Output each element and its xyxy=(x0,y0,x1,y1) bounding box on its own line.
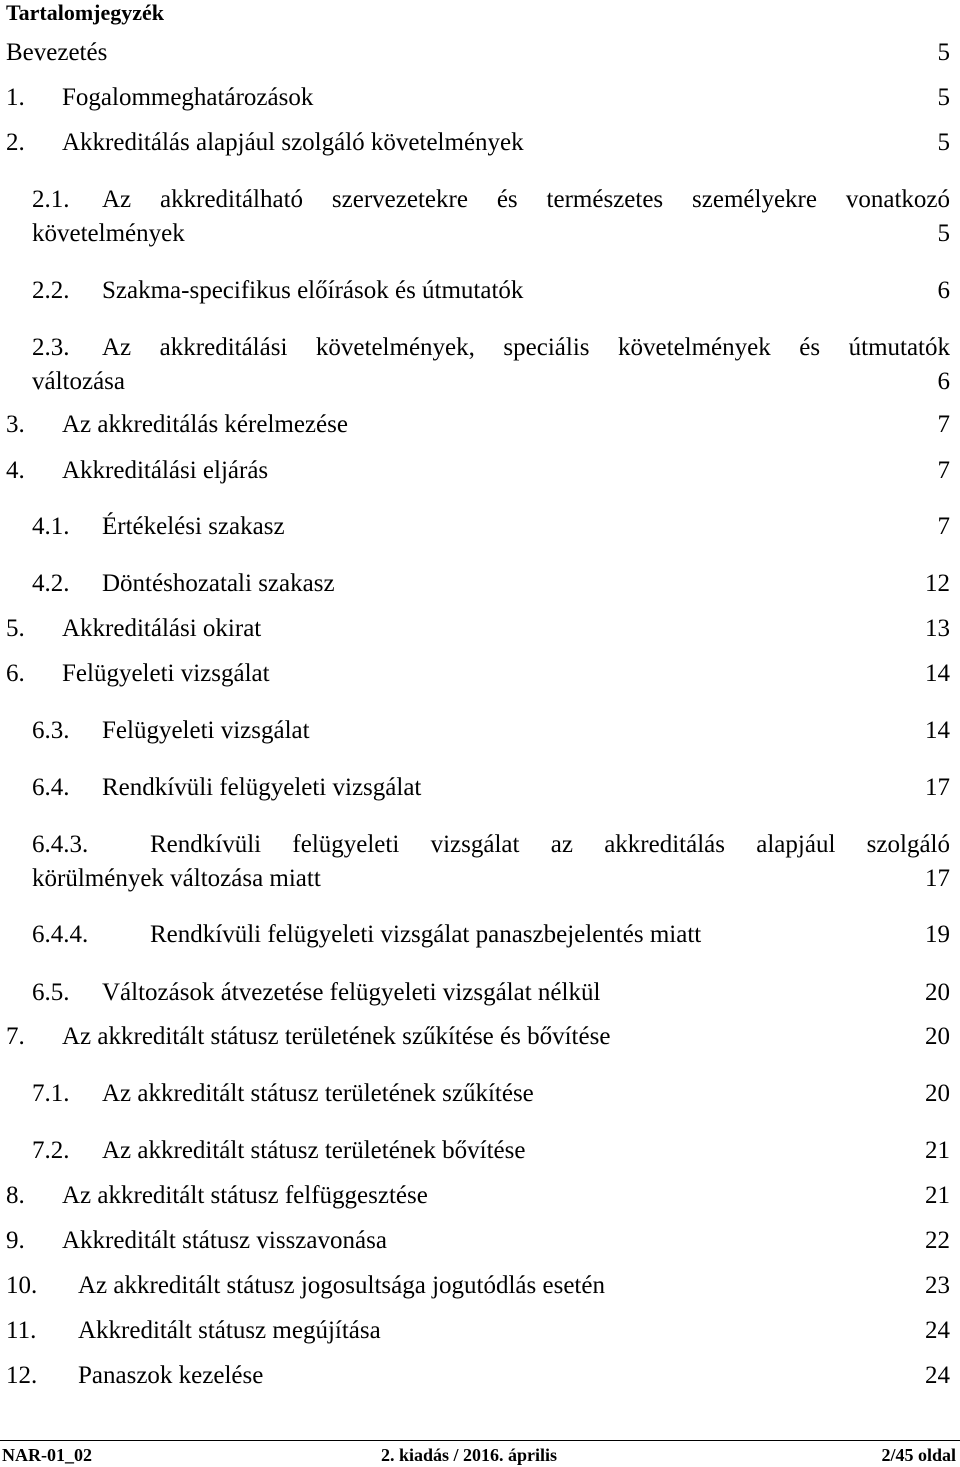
toc-entry-number: 9. xyxy=(6,1227,25,1254)
toc-entry-number: 11. xyxy=(6,1317,37,1344)
toc-entry-text: Akkreditált státusz megújítása xyxy=(78,1317,381,1344)
toc-entry-text: Panaszok kezelése xyxy=(78,1362,264,1389)
toc-entry-page: 20 xyxy=(925,979,950,1006)
toc-entry-page: 20 xyxy=(925,1023,950,1050)
toc-entry-number: 2.1. xyxy=(32,186,70,213)
toc-entry-number: 2.2. xyxy=(32,277,70,304)
toc-entry-text: Rendkívüli felügyeleti vizsgálat az akkreditálás alapjául szolgáló xyxy=(150,831,950,858)
toc-entry-text: Az akkreditálható szervezetekre és természetes személyekre vonatkozó xyxy=(102,186,950,213)
toc-entry[interactable] xyxy=(6,183,950,251)
toc-entry-number: 7.2. xyxy=(32,1137,70,1164)
toc-entry-page: 14 xyxy=(925,660,950,687)
toc-entry-text: Értékelési szakasz xyxy=(102,513,285,540)
toc-entry-text: Akkreditálás alapjául szolgáló követelmények xyxy=(62,129,524,156)
toc-entry-page: 14 xyxy=(925,717,950,744)
toc-entry[interactable] xyxy=(6,331,950,399)
toc-entry-number: 6.4.4. xyxy=(32,921,89,948)
toc-entry-number: 1. xyxy=(6,84,25,111)
toc-entry-text: Rendkívüli felügyeleti vizsgálat panaszbejelentés miatt xyxy=(150,921,702,948)
toc-entry-number: 2.3. xyxy=(32,334,70,361)
toc-entry-text: Az akkreditált státusz felfüggesztése xyxy=(62,1182,428,1209)
footer-doc-id: NAR-01_02 xyxy=(2,1445,92,1465)
toc-entry-text: Bevezetés xyxy=(6,39,108,66)
toc-entry-page: 23 xyxy=(925,1272,950,1299)
footer-divider xyxy=(0,1440,960,1441)
toc-entry-text: Fogalommeghatározások xyxy=(62,84,314,111)
toc-entry-text: Felügyeleti vizsgálat xyxy=(62,660,270,687)
toc-entry-text-continued: követelmények xyxy=(32,220,185,247)
toc-entry-page: 17 xyxy=(925,865,950,892)
toc-entry-page: 5 xyxy=(937,39,950,66)
toc-entry-page: 24 xyxy=(925,1362,950,1389)
toc-entry-text: Változások átvezetése felügyeleti vizsgálat nélkül xyxy=(102,979,601,1006)
footer-page-number: 2/45 oldal xyxy=(881,1445,956,1465)
toc-entry-page: 7 xyxy=(937,513,950,540)
toc-entry-text: Döntéshozatali szakasz xyxy=(102,570,335,597)
toc-entry-number: 4. xyxy=(6,457,25,484)
toc-entry-number: 5. xyxy=(6,615,25,642)
toc-entry-number: 6. xyxy=(6,660,25,687)
toc-entry-page: 21 xyxy=(925,1182,950,1209)
toc-entry-page: 24 xyxy=(925,1317,950,1344)
toc-entry-text: Akkreditálási okirat xyxy=(62,615,262,642)
toc-entry-text: Akkreditálási eljárás xyxy=(62,457,269,484)
toc-entry-text: Az akkreditálási követelmények, speciális követelmények és útmutatók xyxy=(102,334,950,361)
toc-entry-number: 4.1. xyxy=(32,513,70,540)
toc-entry-page: 12 xyxy=(925,570,950,597)
toc-entry-number: 6.4. xyxy=(32,774,70,801)
toc-entry-page: 6 xyxy=(937,277,950,304)
toc-entry-page: 5 xyxy=(937,220,950,247)
toc-entry-text: Az akkreditálás kérelmezése xyxy=(62,411,348,438)
toc-entry-text-continued: változása xyxy=(32,368,126,395)
toc-entry-page: 19 xyxy=(925,921,950,948)
toc-entry-text: Az akkreditált státusz jogosultsága jogutódlás esetén xyxy=(78,1272,605,1299)
footer-edition: 2. kiadás / 2016. április xyxy=(381,1445,558,1465)
toc-entry-text: Az akkreditált státusz területének bővítése xyxy=(102,1137,526,1164)
toc-entry-text: Rendkívüli felügyeleti vizsgálat xyxy=(102,774,422,801)
toc-entry-page: 13 xyxy=(925,615,950,642)
toc-entry-page: 22 xyxy=(925,1227,950,1254)
toc-entry-page: 20 xyxy=(925,1080,950,1107)
toc-entry-page: 7 xyxy=(937,411,950,438)
toc-entry-page: 5 xyxy=(937,129,950,156)
toc-entry-number: 6.3. xyxy=(32,717,70,744)
toc-entry-text: Felügyeleti vizsgálat xyxy=(102,717,310,744)
toc-entry-number: 12. xyxy=(6,1362,38,1389)
toc-entry-text: Az akkreditált státusz területének szűkítése és bővítése xyxy=(62,1023,611,1050)
toc-entry-page: 17 xyxy=(925,774,950,801)
toc-entry-number: 8. xyxy=(6,1182,25,1209)
toc-entry-number: 6.4.3. xyxy=(32,831,89,858)
toc-entry-page: 5 xyxy=(937,84,950,111)
toc-entry-number: 2. xyxy=(6,129,25,156)
toc-entry-number: 7. xyxy=(6,1023,25,1050)
toc-entry-page: 21 xyxy=(925,1137,950,1164)
toc-entry-text-continued: körülmények változása miatt xyxy=(32,865,321,892)
toc-entry-number: 10. xyxy=(6,1272,38,1299)
toc-entry-page: 6 xyxy=(937,368,950,395)
toc-entry-page: 7 xyxy=(937,457,950,484)
toc-entry-number: 7.1. xyxy=(32,1080,70,1107)
toc-entry[interactable] xyxy=(6,828,950,896)
toc-entry-text: Az akkreditált státusz területének szűkítése xyxy=(102,1080,534,1107)
toc-entry-number: 3. xyxy=(6,411,25,438)
toc-entry-text: Szakma-specifikus előírások és útmutatók xyxy=(102,277,524,304)
toc-title: Tartalomjegyzék xyxy=(6,0,165,25)
toc-entry-number: 4.2. xyxy=(32,570,70,597)
toc-entry-text: Akkreditált státusz visszavonása xyxy=(62,1227,387,1254)
toc-entry-number: 6.5. xyxy=(32,979,70,1006)
